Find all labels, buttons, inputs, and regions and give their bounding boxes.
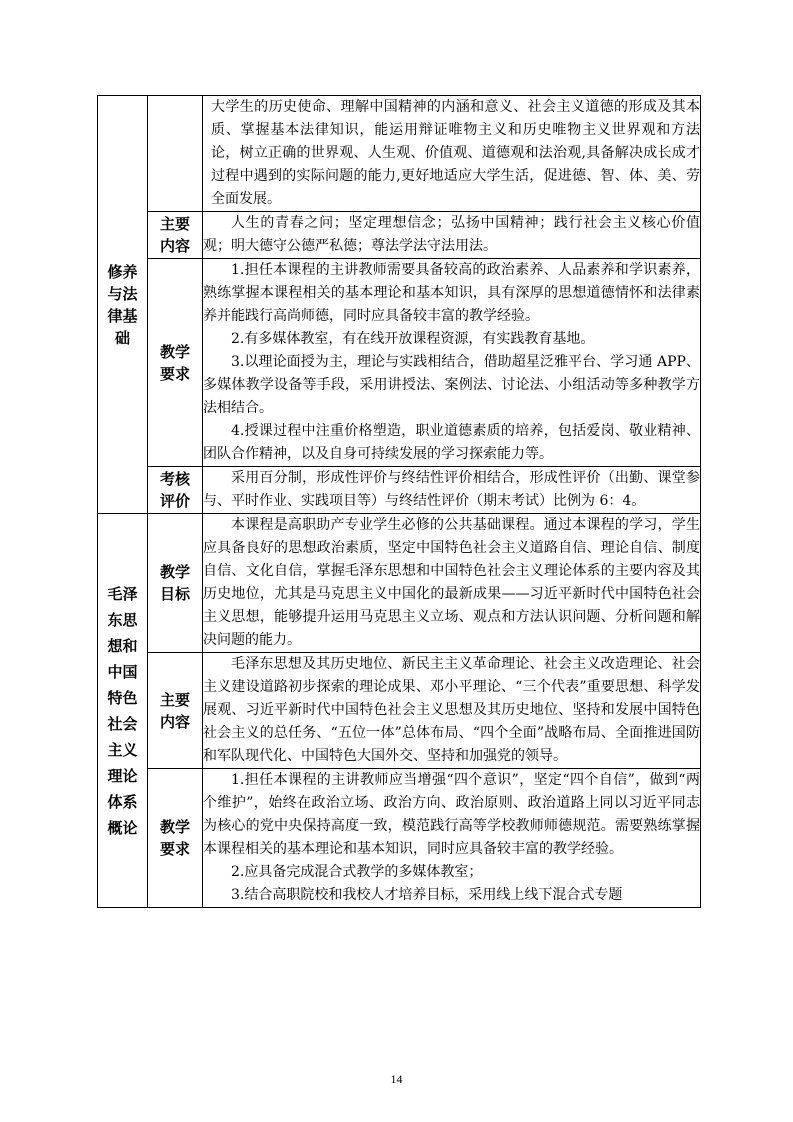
course2-name-line: 想和 xyxy=(107,636,138,655)
course2-name-line: 中国 xyxy=(107,662,138,681)
course2-name-cell xyxy=(98,514,148,908)
course1-content-text: 人生的青春之问；坚定理想信念；弘扬中国精神；践行社会主义核心价值观；明大德守公德严私德；尊法学法守法用法。 xyxy=(203,215,700,254)
course2-goal-label xyxy=(148,514,203,653)
course2-goal-row xyxy=(98,514,701,653)
course1-goal-text: 大学生的历史使命、理解中国精神的内涵和意义、社会主义道德的形成及其本质、掌握基本法律知识，能运用辩证唯物主义和历史唯物主义世界观和方法论，树立正确的世界观、人生观、价值观、道德观和法治观,具备解决成长成才过程中遇到的实际问题的能力,更好地适应大学生活，促进德、智、体、美、劳全面发展。 xyxy=(211,99,700,207)
course1-requirements-cell xyxy=(203,259,701,467)
course1-goal-cell xyxy=(203,96,701,212)
requirement-item: 4.授课过程中注重价格塑造，职业道德素质的培养，包括爱岗、敬业精神、团队合作精神，以及自身可持续发展的学习探索能力等。 xyxy=(203,423,700,462)
requirement-item: 2.有多媒体教室，有在线开放课程资源，有实践教育基地。 xyxy=(231,331,595,347)
label-line: 教学 xyxy=(159,342,190,361)
label-line: 内容 xyxy=(159,712,190,731)
course1-goal-label-cell xyxy=(148,96,203,212)
course1-assessment-row xyxy=(98,467,701,514)
label-line: 主要 xyxy=(159,690,190,709)
course2-requirements-cell xyxy=(203,769,701,908)
course2-content-label xyxy=(148,653,203,769)
curriculum-table-page xyxy=(97,95,700,908)
course1-assessment-cell xyxy=(203,467,701,514)
label-line: 目标 xyxy=(159,585,190,603)
course1-content-cell xyxy=(203,212,701,259)
curriculum-table xyxy=(97,95,701,908)
course1-assessment-label xyxy=(148,467,203,514)
course2-requirements-row xyxy=(98,769,701,908)
course2-name-line: 体系 xyxy=(107,792,138,811)
course1-requirements-label xyxy=(148,259,203,467)
course1-name-line: 与法 xyxy=(107,284,138,303)
course1-name-line: 修养 xyxy=(107,262,138,281)
course1-name-line: 础 xyxy=(114,328,130,347)
course2-name-line: 东思 xyxy=(107,610,138,629)
course2-name-line: 理论 xyxy=(107,766,138,785)
requirement-item: 3.以理论面授为主，理论与实践相结合，借助超星泛雅平台、学习通 APP、多媒体教学设备等手段，采用讲授法、案例法、讨论法、小组活动等多种教学方法相结合。 xyxy=(203,354,700,416)
label-line: 要求 xyxy=(159,840,190,858)
course2-name-line: 社会 xyxy=(107,714,138,733)
requirement-item: 1.担任本课程的主讲教师需要具备较高的政治素养、人品素养和学识素养，熟练掌握本课程相关的基本理论和基本知识，具有深厚的思想道德情怀和法律素养并能践行高尚师德，同时应具备较丰富的教学经验。 xyxy=(203,262,700,324)
requirement-item: 2.应具备完成混合式教学的多媒体教室； xyxy=(231,864,483,880)
course2-name-line: 主义 xyxy=(107,740,138,759)
label-line: 内容 xyxy=(159,237,190,255)
label-line: 教学 xyxy=(159,563,190,581)
course1-name-cell xyxy=(98,96,148,514)
course2-name-line: 毛泽 xyxy=(107,584,138,603)
label-line: 评价 xyxy=(159,492,190,510)
label-line: 要求 xyxy=(159,364,190,383)
page-number: 14 xyxy=(390,1072,403,1086)
requirement-item: 3.结合高职院校和我校人才培养目标，采用线上线下混合式专题 xyxy=(231,887,623,903)
course1-name-line: 律基 xyxy=(107,306,138,325)
course2-requirements-label xyxy=(148,769,203,908)
label-line: 考核 xyxy=(159,470,190,488)
course1-content-row xyxy=(98,212,701,259)
course1-goal-row xyxy=(98,96,701,212)
course2-content-text: 毛泽东思想及其历史地位、新民主主义革命理论、社会主义改造理论、社会主义建设道路初步探索的理论成果、邓小平理论、“三个代表”重要思想、科学发展观、习近平新时代中国特色社会主义思想及其历史地位、坚持和发展中国特色社会主义的总任务、“五位一体”总体布局、“四个全面”战略布局、全面推进国防和军队现代化、中国特色大国外交、坚持和加强党的领导。 xyxy=(203,656,700,764)
requirement-item: 1.担任本课程的主讲教师应当增强“四个意识”，坚定“四个自信”，做到“两个维护”，始终在政治立场、政治方向、政治原则、政治道路上同以习近平同志为核心的党中央保持高度一致，模范践行高等学校教师师德规范。需要熟练掌握本课程相关的基本理论和基本知识，同时应具备较丰富的教学经验。 xyxy=(203,772,700,857)
course1-assessment-text: 采用百分制，形成性评价与终结性评价相结合，形成性评价（出勤、课堂参与、平时作业、实践项目等）与终结性评价（期末考试）比例为 6：4。 xyxy=(203,470,700,509)
course1-requirements-row xyxy=(98,259,701,467)
label-line: 主要 xyxy=(159,215,190,233)
course2-content-cell xyxy=(203,653,701,769)
course1-content-label xyxy=(148,212,203,259)
course2-goal-cell xyxy=(203,514,701,653)
label-line: 教学 xyxy=(159,818,190,836)
course2-goal-text: 本课程是高职助产专业学生必修的公共基础课程。通过本课程的学习，学生应具备良好的思想政治素质，坚定中国特色社会主义道路自信、理论自信、制度自信、文化自信，掌握毛泽东思想和中国特色社会主义理论体系的主要内容及其历史地位，尤其是马克思主义中国化的最新成果——习近平新时代中国特色社会主义思想，能够提升运用马克思主义立场、观点和方法认识问题、分析问题和解决问题的能力。 xyxy=(203,517,700,648)
course2-name-line: 特色 xyxy=(107,688,138,707)
course2-content-row xyxy=(98,653,701,769)
course2-name-line: 概论 xyxy=(107,818,138,837)
